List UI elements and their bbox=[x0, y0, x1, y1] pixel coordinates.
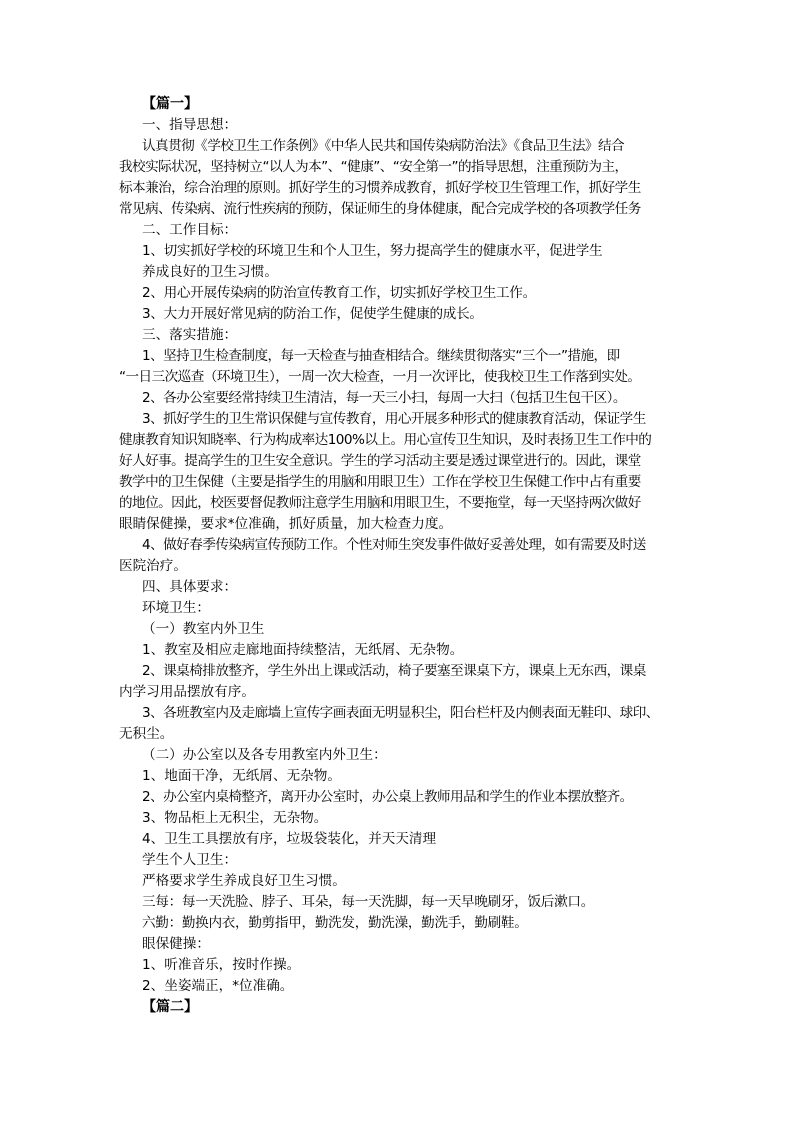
text-line: 1、坚持卫生检查制度，每一天检查与抽查相结合。继续贯彻落实“三个一”措施，即 bbox=[142, 348, 620, 364]
text-line: （一）教室内外卫生 bbox=[142, 621, 265, 637]
text-line: 无积尘。 bbox=[119, 726, 174, 742]
text-line: 六勤：勤换内衣，勤剪指甲，勤洗发，勤洗澡，勤洗手，勤刷鞋。 bbox=[142, 915, 528, 931]
text-line: 2、各办公室要经常持续卫生清洁，每一天三小扫，每周一大扫（包括卫生包干区）。 bbox=[142, 390, 626, 406]
text-line: 医院治疗。 bbox=[119, 558, 187, 574]
text-line: （二）办公室以及各专用教室内外卫生： bbox=[142, 747, 387, 763]
text-line: 健康教育知识知晓率、行为构成率达100%以上。用心宣传卫生知识，及时表扬卫生工作中的 bbox=[119, 432, 652, 448]
text-line: 4、做好春季传染病宣传预防工作。个性对师生突发事件做好妥善处理，如有需要及时送 bbox=[142, 537, 646, 553]
text-line: 三每：每一天洗脸、脖子、耳朵，每一天洗脚，每一天早晚刷牙，饭后漱口。 bbox=[142, 894, 594, 910]
text-line: 养成良好的卫生习惯。 bbox=[142, 264, 278, 280]
text-line: 学生个人卫生： bbox=[142, 852, 238, 868]
text-line: 2、坐姿端正，*位准确。 bbox=[142, 978, 294, 994]
text-line: 4、卫生工具摆放有序，垃圾袋装化，并天天清理 bbox=[142, 831, 437, 847]
text-line: 一、指导思想： bbox=[142, 117, 238, 133]
text-line: 严格要求学生养成良好卫生习惯。 bbox=[142, 873, 346, 889]
text-line: 眼保健操： bbox=[142, 936, 210, 952]
text-line: 2、课桌椅排放整齐，学生外出上课或活动，椅子要塞至课桌下方，课桌上无东西，课桌 bbox=[142, 663, 646, 679]
text-line: 1、地面干净，无纸屑、无杂物。 bbox=[142, 768, 341, 784]
text-line: 好人好事。提高学生的卫生安全意识。学生的学习活动主要是透过课堂进行的。因此，课堂 bbox=[119, 453, 641, 469]
text-line: 标本兼治，综合治理的原则。抓好学生的习惯养成教育，抓好学校卫生管理工作，抓好学生 bbox=[119, 180, 641, 196]
text-line: 常见病、传染病、流行性疾病的预防，保证师生的身体健康，配合完成学校的各项教学任务 bbox=[119, 201, 641, 217]
section-heading: 【篇一】 bbox=[142, 96, 198, 112]
text-line: 教学中的卫生保健（主要是指学生的用脑和用眼卫生）工作在学校卫生保健工作中占有重要 bbox=[119, 474, 641, 490]
text-line: 三、落实措施： bbox=[142, 327, 238, 343]
document-body bbox=[119, 94, 679, 1018]
section-heading: 【篇二】 bbox=[142, 999, 198, 1015]
text-line: “一日三次巡查（环境卫生），一周一次大检查，一月一次评比，使我校卫生工作落到实处。 bbox=[119, 369, 641, 385]
text-line: 3、物品柜上无积尘，无杂物。 bbox=[142, 810, 328, 826]
text-line: 1、教室及相应走廊地面持续整洁，无纸屑、无杂物。 bbox=[142, 642, 464, 658]
text-line: 3、大力开展好常见病的防治工作，促使学生健康的成长。 bbox=[142, 306, 483, 322]
text-line: 2、办公室内桌椅整齐，离开办公室时，办公桌上教师用品和学生的作业本摆放整齐。 bbox=[142, 789, 633, 805]
text-line: 内学习用品摆放有序。 bbox=[119, 684, 255, 700]
text-line: 3、各班教室内及走廊墙上宣传字画表面无明显积尘，阳台栏杆及内侧表面无鞋印、球印、 bbox=[142, 705, 659, 721]
text-line: 我校实际状况，坚持树立“以人为本”、“健康”、“安全第一”的指导思想，注重预防为主， bbox=[119, 159, 628, 175]
text-line: 四、具体要求： bbox=[142, 579, 238, 595]
text-line: 2、用心开展传染病的防治宣传教育工作，切实抓好学校卫生工作。 bbox=[142, 285, 536, 301]
text-line: 的地位。因此，校医要督促教师注意学生用脑和用眼卫生，不要拖堂，每一天坚持两次做好 bbox=[119, 495, 641, 511]
text-line: 1、切实抓好学校的环境卫生和个人卫生，努力提高学生的健康水平，促进学生 bbox=[142, 243, 603, 259]
text-line: 1、听准音乐，按时作操。 bbox=[142, 957, 301, 973]
text-line: 二、工作目标： bbox=[142, 222, 238, 238]
text-line: 环境卫生： bbox=[142, 600, 210, 616]
text-line: 认真贯彻《学校卫生工作条例》《中华人民共和国传染病防治法》《食品卫生法》结合 bbox=[142, 138, 625, 154]
text-line: 眼睛保健操，要求*位准确，抓好质量，加大检查力度。 bbox=[119, 516, 453, 532]
text-line: 3、抓好学生的卫生常识保健与宣传教育，用心开展多种形式的健康教育活动，保证学生 bbox=[142, 411, 646, 427]
